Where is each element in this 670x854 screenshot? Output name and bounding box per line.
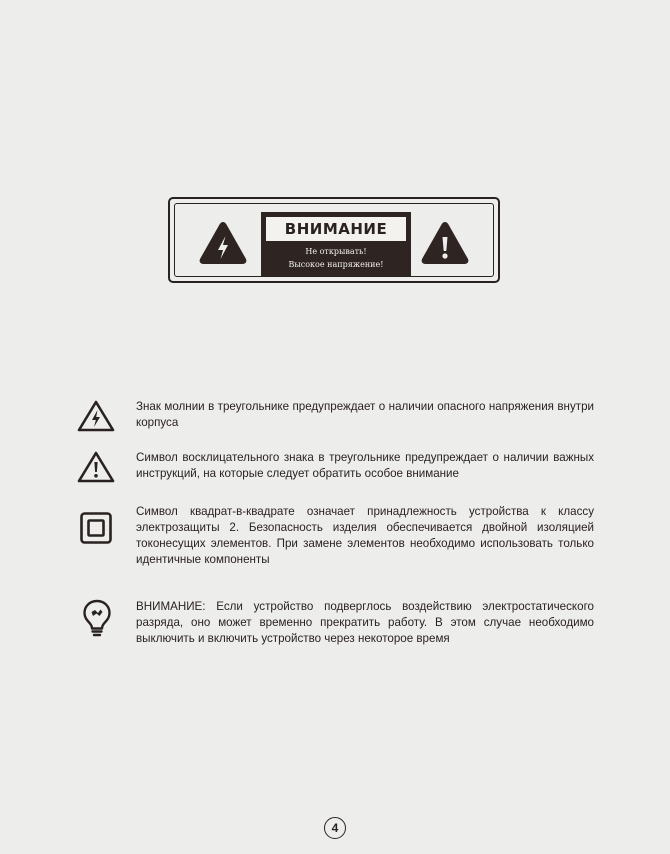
legend-text-exclamation: Символ восклицательного знака в треугольнике предупреждает о наличии важных инструкций, на которые следует обратить особое внимание bbox=[136, 451, 594, 480]
lightbulb-icon bbox=[82, 599, 112, 639]
legend-text-lightbulb: ВНИМАНИЕ: Если устройство подверглось воздействию электростатического разряда, оно может временно прекратить работу. В этом случае необходимо выключить и включить устройство через некоторое время bbox=[136, 600, 594, 645]
warning-line-2: Высокое напряжение! bbox=[288, 260, 384, 269]
warning-title-box bbox=[266, 217, 406, 241]
lightning-triangle-icon bbox=[197, 219, 249, 267]
legend-text-double-square: Символ квадрат-в-квадрате означает принадлежность устройства к классу электрозащиты 2. Безопасность изделия обеспечивается двойной изоляцией токонесущих элементов. При замене элементов необходимо использовать только идентичные компоненты bbox=[136, 505, 594, 566]
warning-title: ВНИМАНИЕ bbox=[284, 220, 388, 238]
page-number bbox=[324, 817, 346, 839]
exclamation-triangle-icon bbox=[419, 219, 471, 267]
page-number-value: 4 bbox=[331, 821, 339, 835]
warning-label-frame bbox=[174, 203, 494, 277]
warning-label bbox=[168, 197, 500, 283]
warning-label-center bbox=[261, 212, 411, 276]
legend-text-lightning: Знак молнии в треугольнике предупреждает о наличии опасного напряжения внутри корпуса bbox=[136, 400, 594, 429]
lightning-triangle-icon bbox=[76, 399, 116, 433]
warning-line-1: Не открывать! bbox=[305, 247, 367, 256]
double-square-icon bbox=[80, 512, 112, 544]
exclamation-triangle-icon bbox=[76, 450, 116, 484]
